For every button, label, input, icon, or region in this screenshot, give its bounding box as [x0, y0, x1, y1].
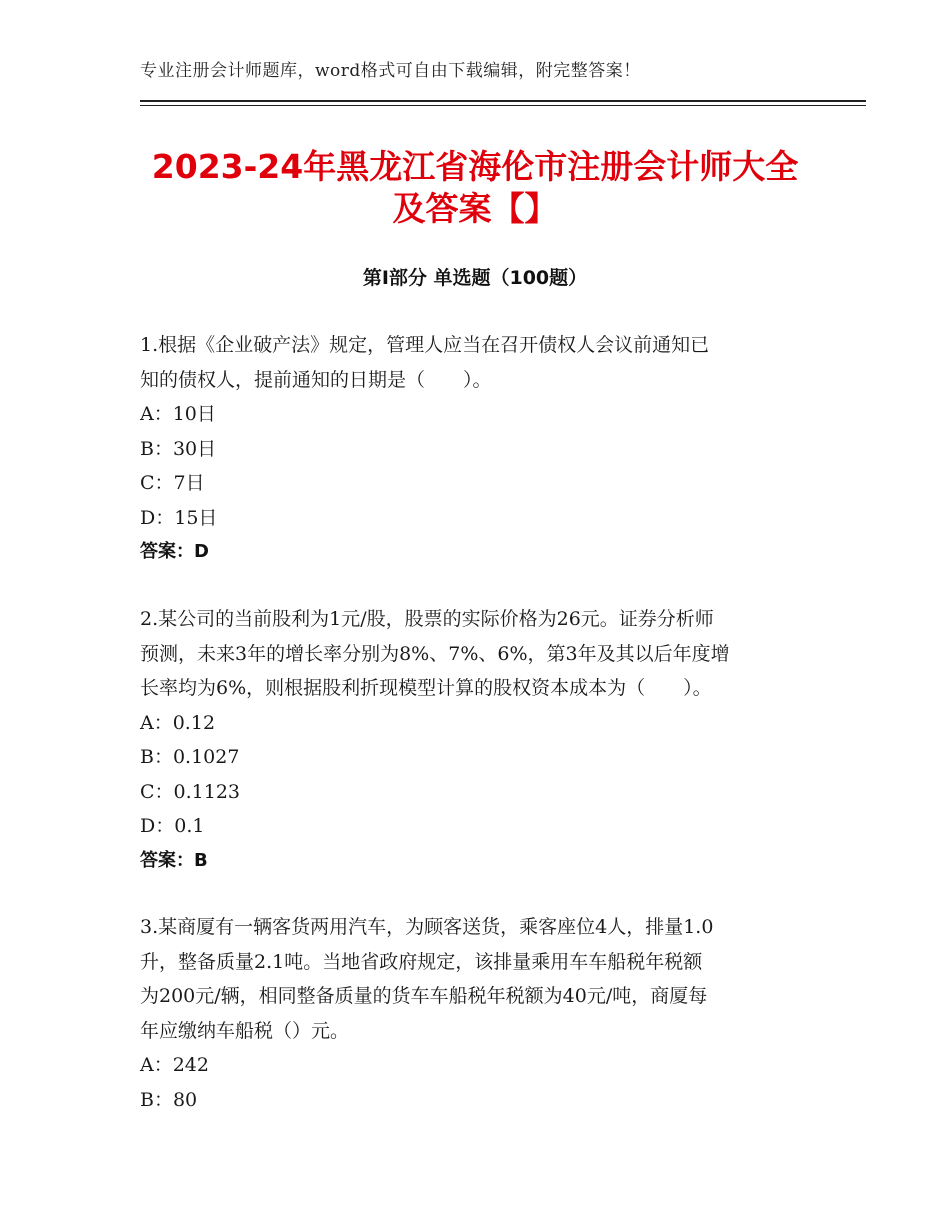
option-b: B：0.1027 — [140, 746, 240, 768]
option-d: D：15日 — [140, 506, 218, 529]
document-title — [120, 146, 830, 230]
answer: 答案：D — [140, 541, 209, 562]
option-b: B：30日 — [140, 437, 217, 460]
question-stem-line: 长率均为6%，则根据股利折现模型计算的股权资本成本为（ ）。 — [140, 677, 712, 699]
question-stem-line: 预测，未来3年的增长率分别为8%、7%、6%，第3年及其以后年度增 — [140, 642, 730, 665]
option-b: B：80 — [140, 1088, 198, 1111]
question-1 — [140, 328, 812, 570]
question-stem-line: 1.根据《企业破产法》规定，管理人应当在召开债权人会议前通知已 — [140, 334, 710, 356]
header-divider-thin — [140, 105, 866, 106]
question-stem-line: 为200元/辆，相同整备质量的货车车船税年税额为40元/吨，商厦每 — [140, 985, 708, 1007]
option-c: C：0.1123 — [140, 780, 241, 803]
section-title: 第Ⅰ部分 单选题（100题） — [362, 267, 588, 289]
question-stem-line: 年应缴纳车船税（）元。 — [140, 1019, 350, 1042]
question-stem-line: 升，整备质量2.1吨。当地省政府规定，该排量乘用车车船税年税额 — [140, 950, 703, 973]
option-a: A：10日 — [140, 403, 216, 425]
question-stem-line: 3.某商厦有一辆客货两用汽车，为顾客送货，乘客座位4人，排量1.0 — [140, 916, 714, 938]
question-2 — [140, 602, 812, 878]
header-note: 专业注册会计师题库，word格式可自由下载编辑，附完整答案！ — [140, 61, 641, 81]
document-title-line-2: 及答案【】 — [392, 189, 558, 228]
question-stem-line: 知的债权人，提前通知的日期是（ ）。 — [140, 368, 492, 391]
header-divider-thick — [140, 100, 866, 102]
option-a: A：242 — [140, 1054, 209, 1076]
option-c: C：7日 — [140, 472, 205, 494]
option-d: D：0.1 — [140, 815, 205, 837]
answer: 答案：B — [140, 849, 208, 871]
question-stem-line: 2.某公司的当前股利为1元/股，股票的实际价格为26元。证券分析师 — [140, 608, 714, 630]
option-a: A：0.12 — [140, 711, 216, 734]
document-title-line-1: 2023-24年黑龙江省海伦市注册会计师大全 — [151, 147, 799, 186]
question-3 — [140, 910, 812, 1117]
